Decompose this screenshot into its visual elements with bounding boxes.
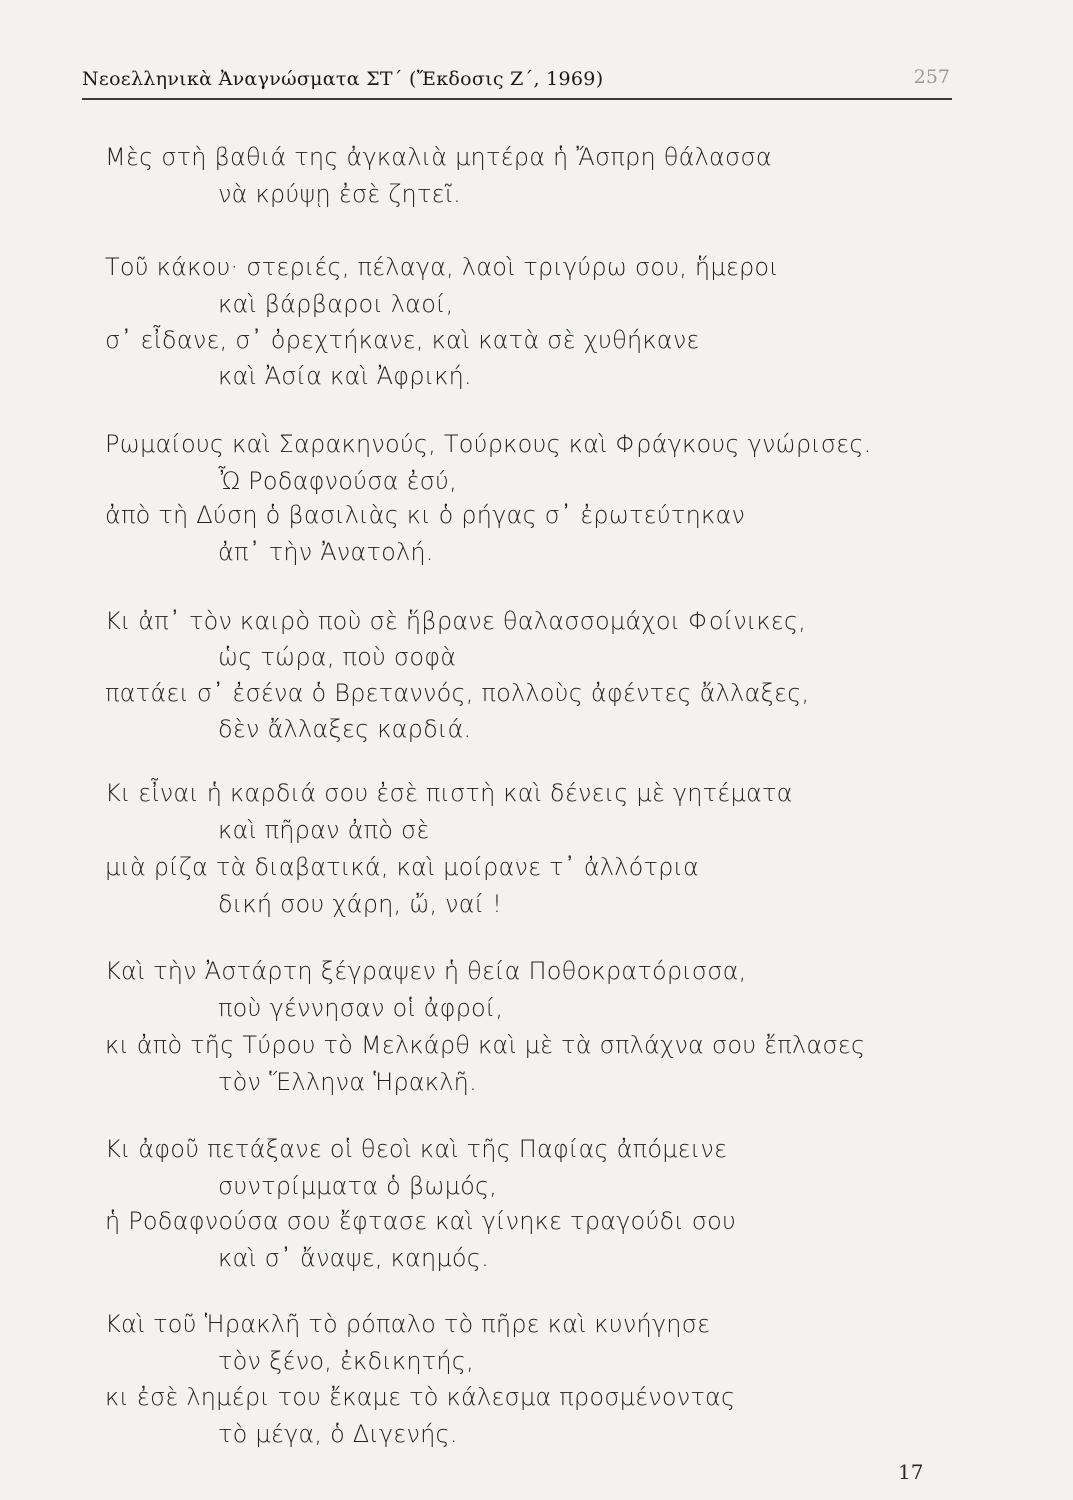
poem-line: καὶ βάρβαροι λαοί, (218, 290, 454, 318)
poem-line: συντρίμματα ὁ βωμός, (218, 1172, 498, 1200)
poem-line: Καὶ τοῦ Ἡρακλῆ τὸ ρόπαλο τὸ πῆρε καὶ κυνήγησε (105, 1310, 711, 1338)
poem-line: Κι ἀπ᾽ τὸν καιρὸ ποὺ σὲ ἥβρανε θαλασσομάχοι Φοίνικες, (105, 607, 807, 635)
poem-line: κι ἐσὲ λημέρι του ἔκαμε τὸ κάλεσμα προσμένοντας (105, 1383, 736, 1411)
poem-line: ἡ Ροδαφνούσα σου ἔφτασε καὶ γίνηκε τραγούδι σου (105, 1207, 737, 1235)
poem-line: ἀπ᾽ τὴν Ἀνατολή. (218, 538, 434, 566)
poem-line: Κι εἶναι ἡ καρδιά σου ἐσὲ πιστὴ καὶ δένεις μὲ γητέματα (105, 779, 793, 807)
poem-line: Ὦ Ροδαφνούσα ἐσύ, (218, 467, 457, 495)
poem-line: τὸ μέγα, ὁ Διγενής. (218, 1420, 458, 1448)
poem-line: ἀπὸ τὴ Δύση ὁ βασιλιὰς κι ὁ ρήγας σ᾽ ἐρωτεύτηκαν (105, 501, 746, 529)
poem-line: κι ἀπὸ τῆς Τύρου τὸ Μελκάρθ καὶ μὲ τὰ σπλάχνα σου ἔπλασες (105, 1031, 866, 1059)
poem-line: καὶ σ᾽ ἄναψε, καημός. (218, 1244, 489, 1272)
poem-line: μιὰ ρίζα τὰ διαβατικά, καὶ μοίρανε τ᾽ ἀλλότρια (105, 853, 700, 881)
poem-line: καὶ πῆραν ἀπὸ σὲ (218, 816, 430, 844)
signature-number: 17 (898, 1460, 924, 1484)
poem-line: πατάει σ᾽ ἐσένα ὁ Βρεταννός, πολλοὺς ἀφέντες ἄλλαξες, (105, 679, 810, 707)
poem-line: Κι ἀφοῦ πετάξανε οἱ θεοὶ καὶ τῆς Παφίας ἀπόμεινε (105, 1135, 728, 1163)
poem-line: Τοῦ κάκου· στεριές, πέλαγα, λαοὶ τριγύρω σου, ἥμεροι (105, 253, 779, 281)
poem-line: καὶ Ἀσία καὶ Ἀφρική. (218, 362, 472, 390)
poem-line: Μὲς στὴ βαθιά της ἀγκαλιὰ μητέρα ἡ Ἄσπρη θάλασσα (105, 143, 772, 171)
book-title: Νεοελληνικὰ Ἀναγνώσματα ΣΤ΄ (Ἔκδοσις Ζ΄, 1969) (82, 68, 604, 90)
poem-line: τὸν ξένο, ἐκδικητής, (218, 1347, 474, 1375)
poem-line: ὡς τώρα, ποὺ σοφὰ (218, 643, 457, 671)
poem-line: Καὶ τὴν Ἀστάρτη ξέγραψεν ἡ θεία Ποθοκρατόρισσα, (105, 957, 747, 985)
poem-line: νὰ κρύψῃ ἐσὲ ζητεῖ. (218, 180, 461, 208)
poem-line: ποὺ γέννησαν οἱ ἀφροί, (218, 994, 504, 1022)
poem-line: τὸν Ἕλληνα Ἡρακλῆ. (218, 1068, 477, 1096)
page-number: 257 (913, 66, 950, 88)
poem-line: σ᾽ εἶδανε, σ᾽ ὀρεχτήκανε, καὶ κατὰ σὲ χυθήκανε (105, 326, 700, 354)
poem-line: δὲν ἄλλαξες καρδιά. (218, 715, 472, 743)
poem-line: Ρωμαίους καὶ Σαρακηνούς, Τούρκους καὶ Φράγκους γνώρισες. (105, 430, 872, 458)
poem-line: δική σου χάρη, ὤ, ναί ! (218, 890, 502, 918)
